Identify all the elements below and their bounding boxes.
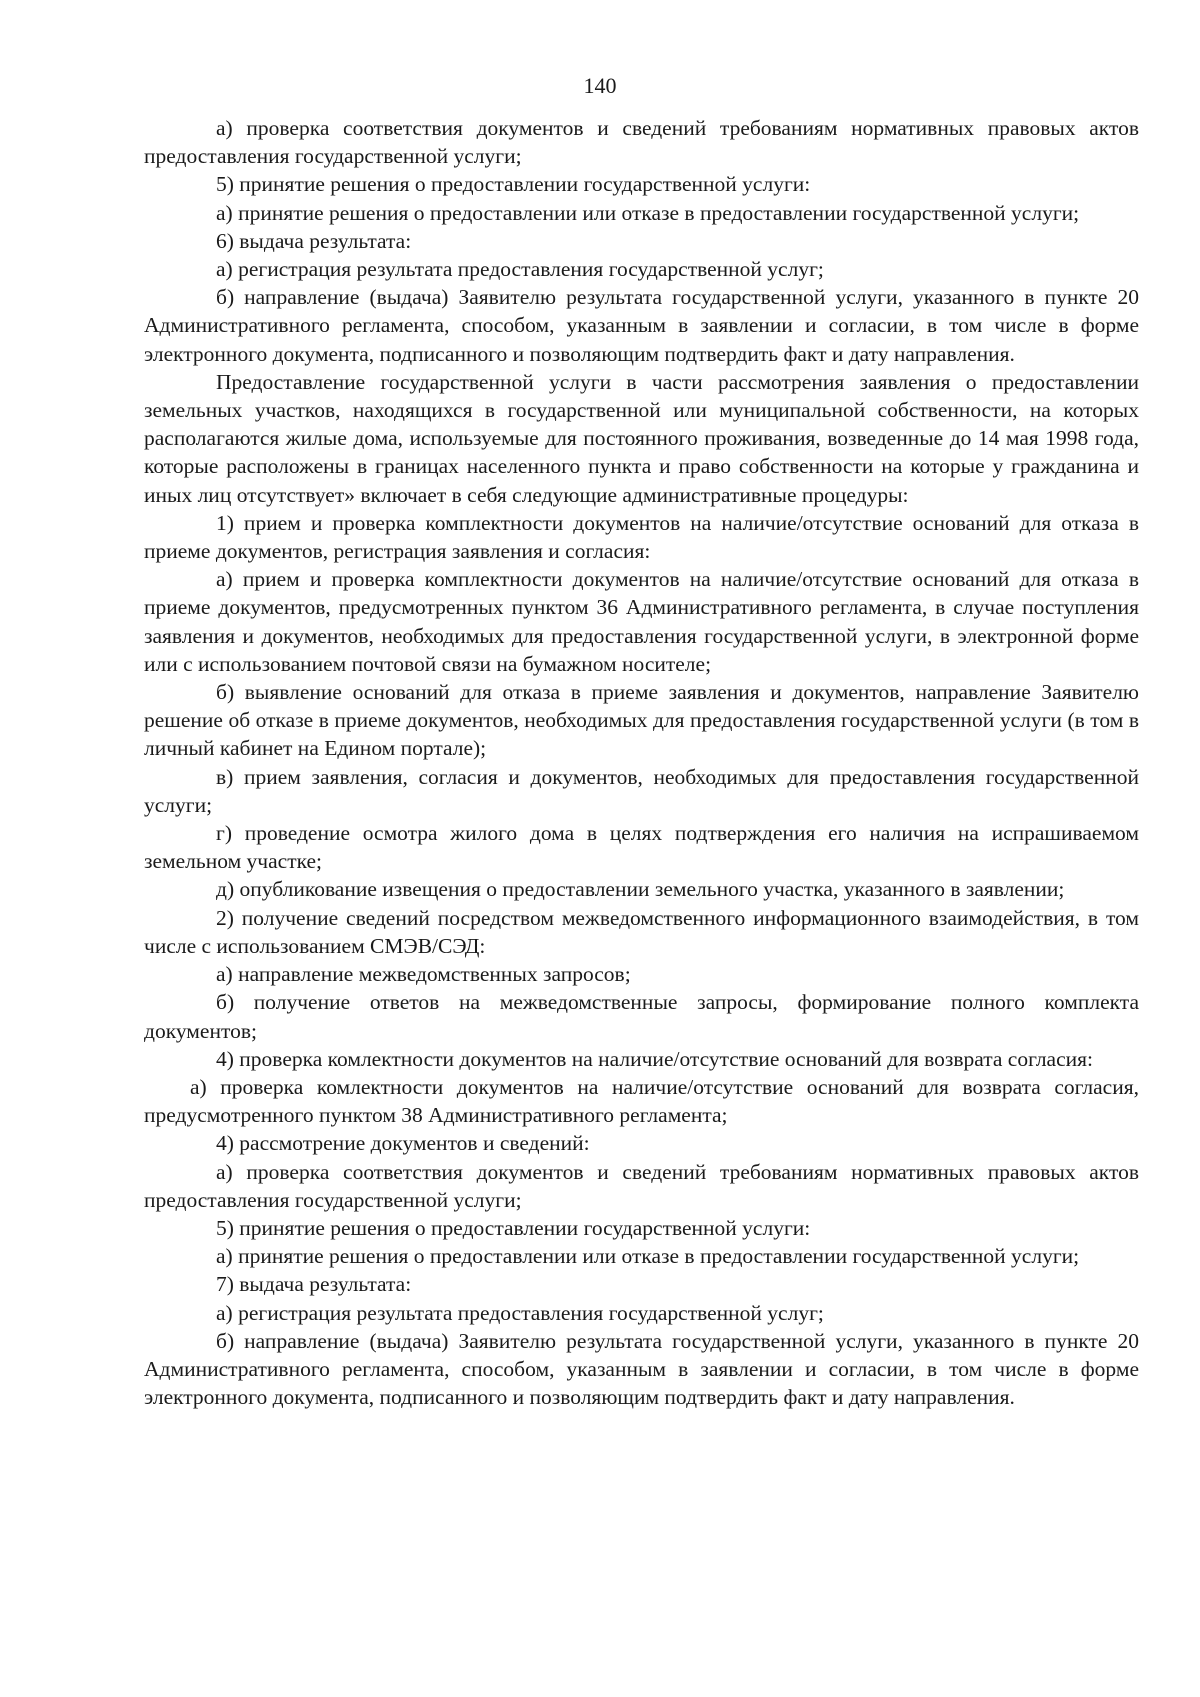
paragraph: 2) получение сведений посредством межведомственного информационного взаимодействия, в том числе с использованием СМЭВ/СЭД: [144, 905, 1139, 958]
paragraph: 4) проверка комлектности документов на наличие/отсутствие оснований для возврата согласия: [216, 1046, 1093, 1071]
document-body [144, 114, 1139, 1411]
paragraph: а) принятие решения о предоставлении или отказе в предоставлении государственной услуги; [216, 1244, 1080, 1269]
paragraph: б) получение ответов на межведомственные запросы, формирование полного комплекта документов; [144, 990, 1139, 1043]
paragraph: 7) выдача результата: [216, 1272, 412, 1297]
paragraph: Предоставление государственной услуги в части рассмотрения заявления о предоставлении земельных участков, находящихся в государственной или муниципальной собственности, на которых располагаются жилые дома, используемые для постоянного проживания, возведенные до 14 мая 1998 года, которые расположены в границах населенного пункта и право собственности на которые у гражданина и иных лиц отсутствует» включает в себя следующие административные процедуры: [144, 369, 1139, 507]
paragraph: 4) рассмотрение документов и сведений: [216, 1131, 590, 1156]
paragraph: 5) принятие решения о предоставлении государственной услуги: [216, 1215, 811, 1240]
paragraph: а) принятие решения о предоставлении или отказе в предоставлении государственной услуги; [216, 200, 1080, 225]
paragraph: а) проверка комлектности документов на наличие/отсутствие оснований для возврата согласия, предусмотренного пунктом 38 Административного регламента; [144, 1074, 1139, 1128]
paragraph: г) проведение осмотра жилого дома в целях подтверждения его наличия на испрашиваемом земельном участке; [144, 821, 1139, 874]
paragraph: б) выявление оснований для отказа в приеме заявления и документов, направление Заявителю решение об отказе в приеме документов, необходимых для предоставления государственной услуги (в том в личный кабинет на Едином портале); [144, 680, 1139, 761]
paragraph: 5) принятие решения о предоставлении государственной услуги: [216, 172, 811, 197]
paragraph: 6) выдача результата: [216, 228, 412, 253]
paragraph: а) направление межведомственных запросов; [216, 962, 631, 987]
paragraph: д) опубликование извещения о предоставлении земельного участка, указанного в заявлении; [216, 877, 1065, 902]
paragraph: а) регистрация результата предоставления государственной услуг; [216, 257, 824, 282]
page-number: 140 [583, 73, 617, 98]
paragraph: 1) прием и проверка комплектности документов на наличие/отсутствие оснований для отказа в приеме документов, регистрация заявления и согласия: [144, 510, 1139, 564]
paragraph: а) проверка соответствия документов и сведений требованиям нормативных правовых актов предоставления государственной услуги; [144, 1159, 1139, 1212]
paragraph: б) направление (выдача) Заявителю результата государственной услуги, указанного в пункте 20 Административного регламента, способом, указанным в заявлении и согласии, в том числе в форме электронного документа, подписанного и позволяющим подтвердить факт и дату направления. [144, 1328, 1139, 1410]
paragraph: а) проверка соответствия документов и сведений требованиям нормативных правовых актов предоставления государственной услуги; [144, 116, 1139, 169]
paragraph: а) прием и проверка комплектности документов на наличие/отсутствие оснований для отказа в приеме документов, предусмотренных пунктом 36 Административного регламента, в случае поступления заявления и документов, необходимых для предоставления государственной услуги, в электронной форме или с использованием почтовой связи на бумажном носителе; [144, 567, 1139, 676]
paragraph: а) регистрация результата предоставления государственной услуг; [216, 1300, 824, 1325]
paragraph: в) прием заявления, согласия и документов, необходимых для предоставления государственной услуги; [144, 764, 1139, 817]
paragraph: б) направление (выдача) Заявителю результата государственной услуги, указанного в пункте 20 Административного регламента, способом, указанным в заявлении и согласии, в том числе в форме электронного документа, подписанного и позволяющим подтвердить факт и дату направления. [144, 285, 1139, 366]
